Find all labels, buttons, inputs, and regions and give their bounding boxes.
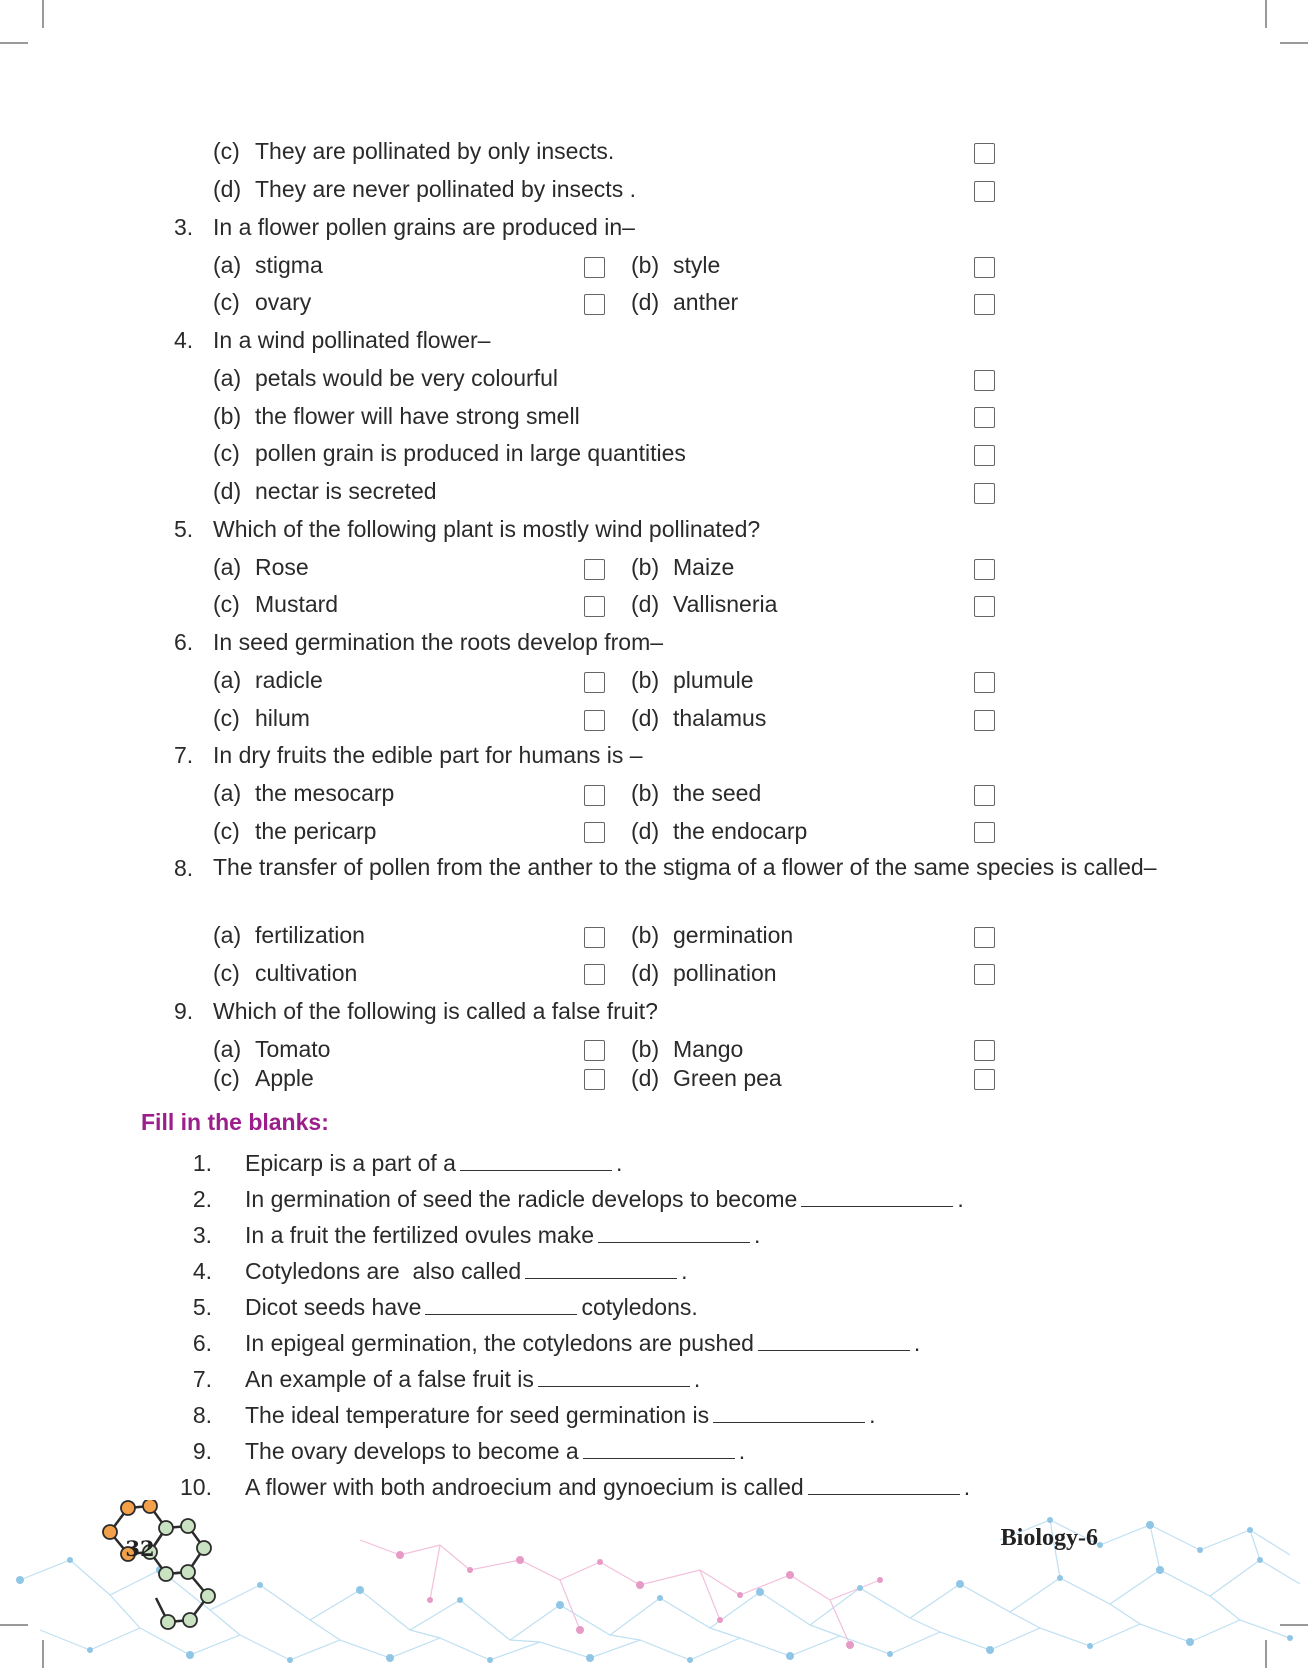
answer-checkbox[interactable] [974, 672, 995, 693]
page-number: 32 [125, 1536, 155, 1561]
question-text: In dry fruits the edible part for humans is – [213, 742, 643, 768]
crop-mark [42, 0, 44, 28]
option: (c) ovary [213, 289, 312, 315]
crop-mark [0, 42, 28, 44]
option: (c) They are pollinated by only insects. [213, 138, 615, 164]
option: (b) plumule [631, 667, 754, 693]
option: (c) cultivation [213, 960, 358, 986]
option: (d) nectar is secreted [213, 478, 437, 504]
answer-checkbox[interactable] [584, 257, 605, 278]
question-text: Which of the following is called a false fruit? [213, 998, 658, 1024]
section-heading: Fill in the blanks: [141, 1109, 329, 1135]
option: (c) Mustard [213, 591, 339, 617]
answer-checkbox[interactable] [974, 822, 995, 843]
question-number: 7. [174, 742, 194, 768]
answer-checkbox[interactable] [974, 407, 995, 428]
blank-field[interactable] [525, 1260, 677, 1279]
answer-checkbox[interactable] [584, 1040, 605, 1061]
answer-checkbox[interactable] [974, 785, 995, 806]
question-text: In seed germination the roots develop from– [213, 629, 664, 655]
blank-field[interactable] [425, 1296, 577, 1315]
answer-checkbox[interactable] [974, 1040, 995, 1061]
crop-mark [1265, 0, 1267, 28]
question-number: 4. [174, 327, 194, 353]
option: (a) petals would be very colourful [213, 365, 558, 391]
question-text: In a wind pollinated flower– [213, 327, 491, 353]
answer-checkbox[interactable] [974, 964, 995, 985]
option: (d) Green pea [631, 1065, 782, 1091]
option: (c) the pericarp [213, 818, 377, 844]
question-number: 8. [174, 855, 194, 881]
answer-checkbox[interactable] [974, 445, 995, 466]
blank-field[interactable] [713, 1404, 865, 1423]
option: (d) thalamus [631, 705, 767, 731]
option: (b) the seed [631, 780, 762, 806]
blank-field[interactable] [808, 1476, 960, 1495]
answer-checkbox[interactable] [974, 596, 995, 617]
crop-mark [1280, 42, 1308, 44]
answer-checkbox[interactable] [974, 559, 995, 580]
answer-checkbox[interactable] [974, 143, 995, 164]
option: (b) Mango [631, 1036, 744, 1062]
option: (b) germination [631, 922, 794, 948]
question-number: 6. [174, 629, 194, 655]
question-text: The transfer of pollen from the anther to the stigma of a flower of the same species is called– [213, 854, 1157, 880]
option: (b) style [631, 252, 721, 278]
answer-checkbox[interactable] [974, 927, 995, 948]
blank-field[interactable] [598, 1224, 750, 1243]
option: (c) pollen grain is produced in large quantities [213, 440, 686, 466]
answer-checkbox[interactable] [974, 181, 995, 202]
option: (b) the flower will have strong smell [213, 403, 580, 429]
question-text: Which of the following plant is mostly wind pollinated? [213, 516, 761, 542]
option: (d) They are never pollinated by insects . [213, 176, 636, 202]
answer-checkbox[interactable] [584, 1069, 605, 1090]
book-title: Biology-6 [1000, 1525, 1098, 1551]
option: (d) anther [631, 289, 739, 315]
option: (d) the endocarp [631, 818, 808, 844]
blank-field[interactable] [460, 1152, 612, 1171]
answer-checkbox[interactable] [974, 710, 995, 731]
option: (a) the mesocarp [213, 780, 395, 806]
question-number: 5. [174, 516, 194, 542]
option: (a) Rose [213, 554, 309, 580]
option: (a) fertilization [213, 922, 365, 948]
answer-checkbox[interactable] [974, 1069, 995, 1090]
option: (a) Tomato [213, 1036, 331, 1062]
answer-checkbox[interactable] [584, 672, 605, 693]
answer-checkbox[interactable] [584, 822, 605, 843]
answer-checkbox[interactable] [584, 785, 605, 806]
answer-checkbox[interactable] [584, 710, 605, 731]
option: (d) Vallisneria [631, 591, 778, 617]
answer-checkbox[interactable] [584, 294, 605, 315]
option: (a) radicle [213, 667, 323, 693]
answer-checkbox[interactable] [584, 596, 605, 617]
question-text: In a flower pollen grains are produced in– [213, 214, 635, 240]
answer-checkbox[interactable] [974, 483, 995, 504]
blank-field[interactable] [758, 1332, 910, 1351]
answer-checkbox[interactable] [584, 927, 605, 948]
answer-checkbox[interactable] [584, 964, 605, 985]
option: (c) Apple [213, 1065, 314, 1091]
option: (a) stigma [213, 252, 323, 278]
option: (b) Maize [631, 554, 735, 580]
blank-field[interactable] [583, 1440, 735, 1459]
option: (c) hilum [213, 705, 310, 731]
option: (d) pollination [631, 960, 777, 986]
answer-checkbox[interactable] [974, 294, 995, 315]
molecule-network-decoration [0, 1500, 1308, 1668]
answer-checkbox[interactable] [584, 559, 605, 580]
answer-checkbox[interactable] [974, 370, 995, 391]
blank-field[interactable] [801, 1188, 953, 1207]
answer-checkbox[interactable] [974, 257, 995, 278]
question-number: 3. [174, 214, 194, 240]
blank-field[interactable] [538, 1368, 690, 1387]
question-number: 9. [174, 998, 194, 1024]
